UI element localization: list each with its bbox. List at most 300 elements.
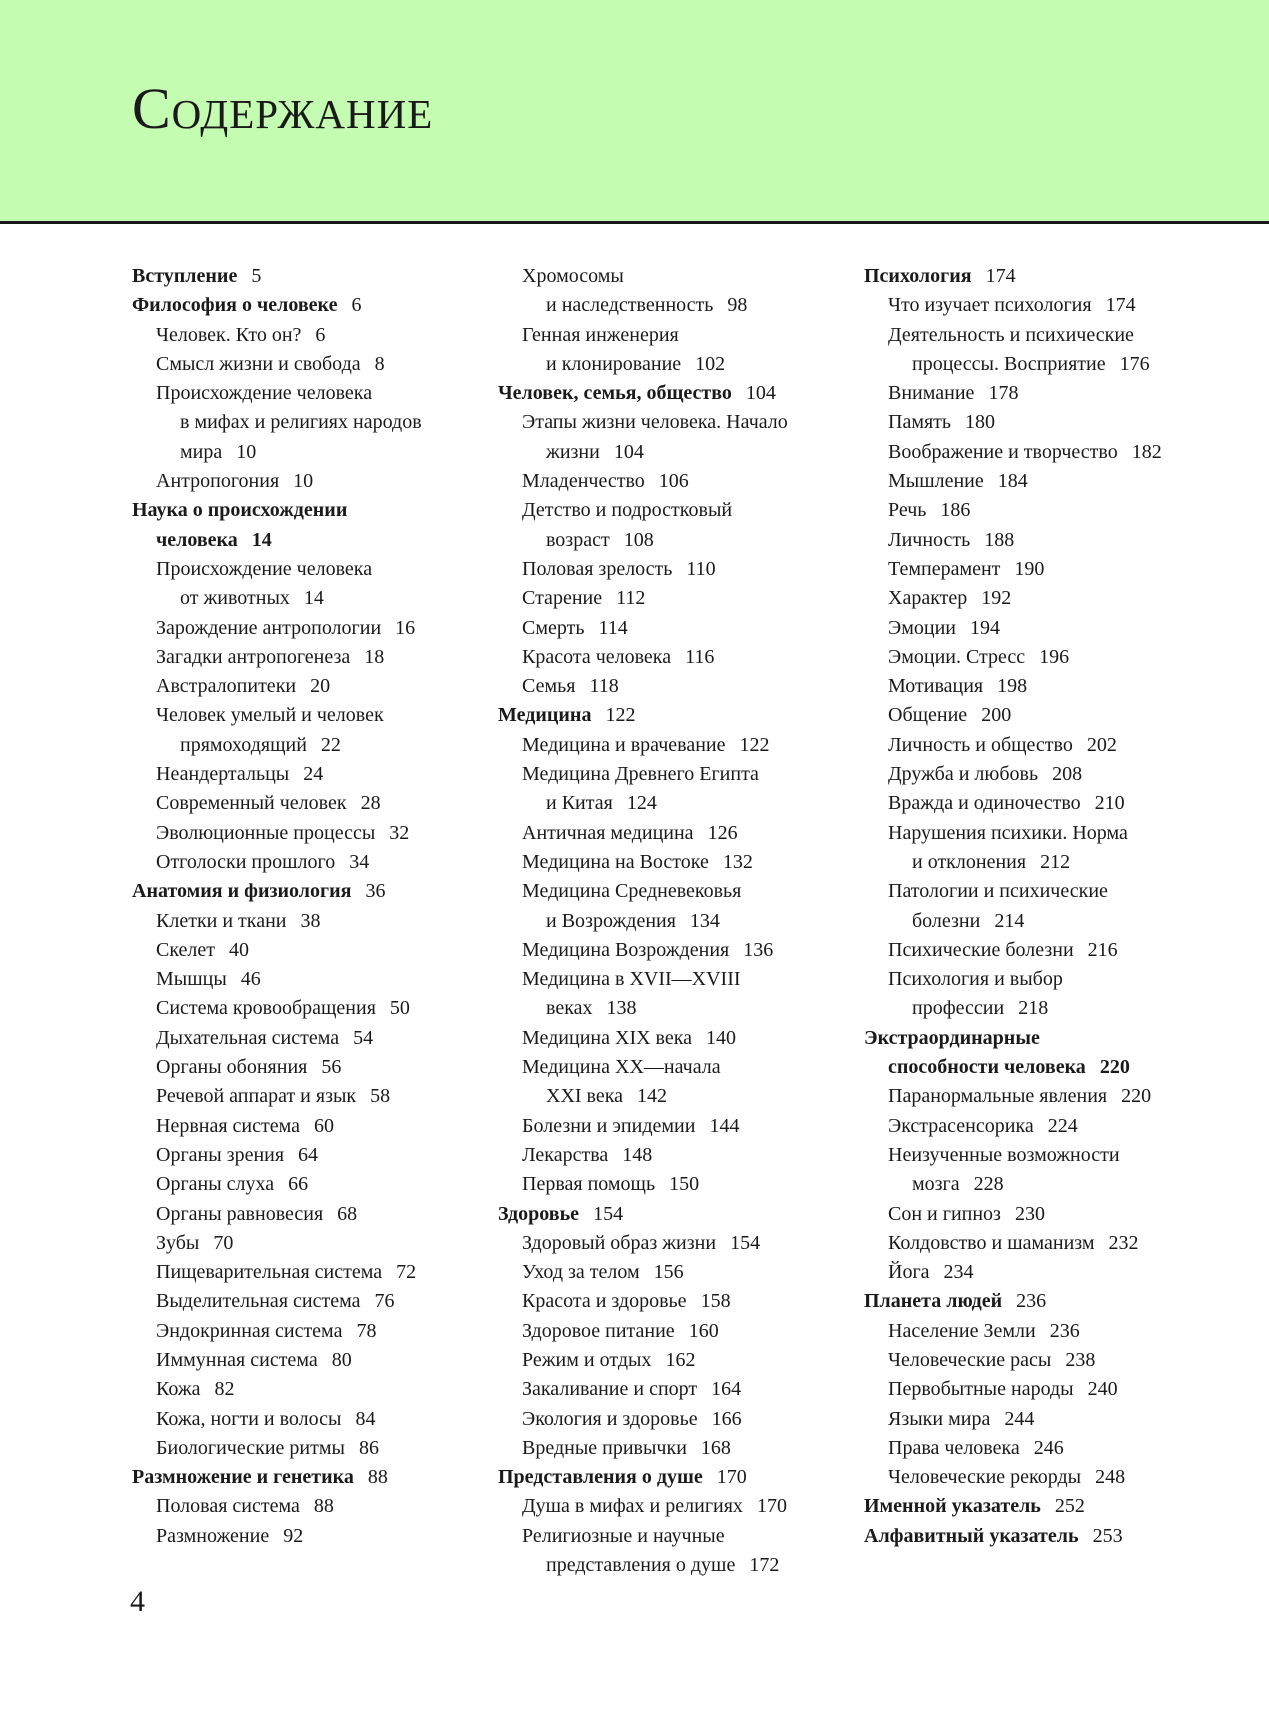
toc-page-number: 192 [981, 587, 1012, 610]
toc-entry-title: XXI века [546, 1085, 624, 1108]
toc-entry[interactable] [498, 1258, 888, 1287]
toc-section[interactable] [132, 877, 522, 906]
toc-entry-title: Выделительная система [156, 1290, 361, 1313]
toc-entry[interactable] [132, 1287, 522, 1316]
toc-entry[interactable] [498, 467, 888, 496]
toc-page-number: 198 [997, 675, 1028, 698]
toc-page-number: 82 [214, 1378, 235, 1401]
toc-section[interactable] [864, 1024, 1254, 1083]
toc-entry-title: Медицина [498, 704, 592, 727]
toc-entry[interactable] [498, 1492, 888, 1521]
toc-page-number: 174 [1105, 294, 1136, 317]
toc-entry[interactable] [864, 643, 1254, 672]
toc-entry[interactable] [864, 936, 1254, 965]
toc-entry-title: Антропогония [156, 470, 280, 493]
toc-entry[interactable] [864, 701, 1254, 730]
toc-page-number: 210 [1094, 792, 1125, 815]
toc-entry[interactable] [132, 1405, 522, 1434]
toc-entry[interactable] [864, 555, 1254, 584]
toc-entry[interactable] [498, 731, 888, 760]
toc-entry[interactable] [498, 496, 888, 555]
toc-entry-title: Права человека [888, 1436, 1020, 1459]
toc-column-3 [864, 262, 1254, 1551]
toc-entry-title: Население Земли [888, 1319, 1036, 1342]
toc-entry[interactable] [864, 496, 1254, 525]
toc-entry-title: и Китая [546, 792, 613, 815]
toc-page-number: 244 [1004, 1407, 1035, 1430]
toc-entry-title: Медицина Средневековья [522, 880, 742, 903]
toc-entry-title: мозга [912, 1173, 960, 1196]
toc-entry-title: Органы слуха [156, 1173, 275, 1196]
toc-entry-title: Лекарства [522, 1143, 609, 1166]
toc-entry-title: Красота человека [522, 645, 672, 668]
toc-page-number: 166 [711, 1407, 742, 1430]
toc-entry-title: Смерть [522, 616, 585, 639]
toc-entry-title: Человек умелый и человек [156, 704, 384, 727]
toc-entry[interactable] [864, 819, 1254, 878]
toc-page-number: 218 [1018, 997, 1049, 1020]
toc-entry[interactable] [864, 965, 1254, 1024]
toc-page-number: 182 [1131, 440, 1162, 463]
toc-entry[interactable] [498, 877, 888, 936]
toc-entry-title: Скелет [156, 938, 216, 961]
toc-entry[interactable] [498, 672, 888, 701]
toc-entry-title: Экология и здоровье [522, 1407, 698, 1430]
toc-page-number: 124 [626, 792, 657, 815]
toc-page-number: 36 [365, 880, 386, 903]
toc-entry-title: Хромосомы [522, 265, 624, 287]
toc-entry-title: Представления о душе [498, 1466, 703, 1489]
toc-entry[interactable] [864, 1405, 1254, 1434]
toc-entry[interactable] [132, 701, 522, 760]
toc-page-number: 232 [1108, 1231, 1139, 1254]
toc-page-number: 60 [314, 1114, 335, 1137]
toc-entry-title: и отклонения [912, 850, 1027, 873]
header-band [0, 0, 1269, 224]
toc-page-number: 154 [730, 1231, 761, 1254]
toc-entry[interactable] [864, 1200, 1254, 1229]
toc-entry-title: профессии [912, 997, 1005, 1020]
toc-entry[interactable] [498, 408, 888, 467]
toc-page-number: 54 [353, 1026, 374, 1049]
toc-entry-title: Медицина в XVII—XVIII [522, 968, 741, 991]
toc-entry-title: Психология [864, 265, 972, 287]
toc-page-number: 220 [1099, 1056, 1130, 1079]
toc-page-number: 78 [356, 1319, 377, 1342]
toc-page-number: 188 [984, 528, 1015, 551]
toc-entry[interactable] [132, 643, 522, 672]
toc-entry[interactable] [498, 614, 888, 643]
toc-page-number: 178 [988, 382, 1019, 405]
toc-entry-title: Эмоции. Стресс [888, 645, 1026, 668]
toc-entry[interactable] [132, 965, 522, 994]
toc-page-number: 160 [688, 1319, 719, 1342]
toc-page-number: 144 [709, 1114, 740, 1137]
toc-entry[interactable] [864, 321, 1254, 380]
toc-page-number: 126 [707, 821, 738, 844]
toc-entry-title: способности человека [888, 1056, 1086, 1079]
toc-entry[interactable] [864, 291, 1254, 320]
toc-entry[interactable] [498, 1229, 888, 1258]
toc-page-number: 32 [389, 821, 410, 844]
toc-entry[interactable] [132, 1229, 522, 1258]
toc-entry-title: Загадки антропогенеза [156, 645, 351, 668]
toc-entry-title: Младенчество [522, 470, 645, 493]
toc-entry-title: Медицина Возрождения [522, 938, 730, 961]
toc-entry-title: Вступление [132, 265, 238, 287]
toc-page-number: 34 [349, 850, 370, 873]
toc-entry-title: Память [888, 411, 952, 434]
toc-page-number: 56 [321, 1056, 342, 1079]
toc-page-number: 50 [389, 997, 410, 1020]
toc-entry-title: Религиозные и научные [522, 1524, 725, 1547]
toc-entry[interactable] [132, 1522, 522, 1551]
toc-entry[interactable] [132, 819, 522, 848]
toc-entry[interactable] [864, 408, 1254, 437]
toc-column-1 [132, 262, 522, 1551]
toc-entry-title: Что изучает психология [888, 294, 1092, 317]
toc-entry[interactable] [132, 1082, 522, 1111]
toc-entry[interactable] [498, 1287, 888, 1316]
toc-section[interactable] [132, 496, 522, 555]
toc-entry-title: Нервная система [156, 1114, 301, 1137]
toc-entry[interactable] [132, 1346, 522, 1375]
toc-entry[interactable] [498, 321, 888, 380]
toc-page-number: 118 [589, 675, 619, 698]
toc-section[interactable] [498, 701, 888, 730]
toc-entry-title: Органы зрения [156, 1143, 285, 1166]
toc-entry-title: Размножение [156, 1524, 270, 1547]
toc-entry-title: в мифах и религиях народов [180, 411, 422, 434]
toc-entry-title: Вредные привычки [522, 1436, 687, 1459]
toc-page-number: 132 [722, 850, 753, 873]
toc-entry[interactable] [498, 1112, 888, 1141]
toc-entry-title: Режим и отдых [522, 1348, 652, 1371]
toc-page-number: 114 [598, 616, 628, 639]
toc-entry[interactable] [498, 1405, 888, 1434]
toc-page-number: 246 [1033, 1436, 1064, 1459]
toc-page-number: 8 [374, 352, 385, 375]
toc-page-number: 180 [965, 411, 996, 434]
toc-entry[interactable] [132, 1141, 522, 1170]
toc-page-number: 5 [251, 265, 262, 287]
toc-section[interactable] [498, 1200, 888, 1229]
toc-entry-title: Экстрасенсорика [888, 1114, 1034, 1137]
toc-entry[interactable] [498, 848, 888, 877]
toc-entry-title: прямоходящий [180, 733, 307, 756]
toc-entry[interactable] [132, 1317, 522, 1346]
toc-page-number: 224 [1047, 1114, 1078, 1137]
toc-page-number: 84 [355, 1407, 376, 1430]
toc-entry-title: Органы равновесия [156, 1202, 324, 1225]
toc-page-number: 234 [943, 1261, 974, 1284]
toc-entry-title: Мышление [888, 470, 984, 493]
toc-entry-title: Планета людей [864, 1290, 1003, 1313]
toc-entry[interactable] [498, 555, 888, 584]
toc-page-number: 184 [997, 470, 1028, 493]
toc-page-number: 116 [685, 645, 715, 668]
toc-page-number: 14 [251, 528, 272, 551]
toc-page-number: 176 [1119, 352, 1150, 375]
toc-page-number: 14 [303, 587, 324, 610]
toc-entry[interactable] [864, 1317, 1254, 1346]
toc-section[interactable] [864, 262, 1254, 291]
toc-entry[interactable] [132, 614, 522, 643]
toc-entry-title: веках [546, 997, 593, 1020]
toc-entry[interactable] [498, 1024, 888, 1053]
toc-page-number: 200 [981, 704, 1012, 727]
toc-page-number: 28 [360, 792, 381, 815]
toc-entry[interactable] [498, 584, 888, 613]
toc-entry-title: Мышцы [156, 968, 227, 991]
toc-entry[interactable] [132, 1024, 522, 1053]
toc-page-number: 10 [293, 470, 314, 493]
toc-entry-title: Уход за телом [522, 1261, 640, 1284]
toc-entry[interactable] [498, 760, 888, 819]
toc-page-number: 76 [374, 1290, 395, 1313]
toc-entry[interactable] [498, 819, 888, 848]
toc-page-number: 253 [1092, 1524, 1123, 1547]
toc-entry[interactable] [132, 1200, 522, 1229]
toc-entry-title: Медицина на Востоке [522, 850, 709, 873]
toc-entry[interactable] [864, 467, 1254, 496]
toc-section[interactable] [132, 262, 522, 291]
toc-page-number: 138 [606, 997, 637, 1020]
toc-entry[interactable] [132, 467, 522, 496]
toc-page-number: 212 [1040, 850, 1071, 873]
toc-entry[interactable] [864, 584, 1254, 613]
toc-entry[interactable] [864, 760, 1254, 789]
toc-section[interactable] [864, 1287, 1254, 1316]
toc-page-number: 154 [593, 1202, 624, 1225]
toc-entry-title: процессы. Восприятие [912, 352, 1106, 375]
toc-entry[interactable] [132, 1170, 522, 1199]
toc-page-number: 174 [985, 265, 1016, 287]
toc-entry[interactable] [498, 1375, 888, 1404]
toc-page-number: 190 [1014, 557, 1045, 580]
toc-entry-title: Именной указатель [864, 1495, 1041, 1518]
toc-entry-title: болезни [912, 909, 981, 932]
toc-entry[interactable] [132, 848, 522, 877]
toc-entry[interactable] [498, 643, 888, 672]
toc-entry-title: Колдовство и шаманизм [888, 1231, 1095, 1254]
toc-entry[interactable] [132, 1375, 522, 1404]
toc-entry[interactable] [498, 1434, 888, 1463]
toc-page-number: 92 [283, 1524, 304, 1547]
toc-page-number: 106 [658, 470, 689, 493]
toc-entry[interactable] [132, 1053, 522, 1082]
toc-entry-title: Неандертальцы [156, 763, 290, 786]
toc-entry-title: Человеческие расы [888, 1348, 1052, 1371]
toc-entry-title: Здоровый образ жизни [522, 1231, 717, 1254]
toc-entry-title: Психология и выбор [888, 968, 1063, 991]
toc-page-number: 70 [213, 1231, 234, 1254]
toc-page-number: 58 [370, 1085, 391, 1108]
toc-page-number: 112 [616, 587, 646, 610]
toc-page-number: 172 [749, 1554, 780, 1577]
toc-entry-title: Эндокринная система [156, 1319, 343, 1342]
toc-entry[interactable] [864, 1112, 1254, 1141]
toc-section[interactable] [864, 1492, 1254, 1521]
toc-entry-title: жизни [546, 440, 600, 463]
toc-entry-title: Личность и общество [888, 733, 1073, 756]
toc-section[interactable] [498, 379, 888, 408]
toc-entry-title: Органы обоняния [156, 1056, 308, 1079]
toc-entry-title: Йога [888, 1261, 930, 1284]
toc-entry[interactable] [864, 1346, 1254, 1375]
toc-page-number: 64 [298, 1143, 319, 1166]
toc-entry-title: Человек. Кто он? [156, 323, 302, 346]
toc-entry-title: Экстраординарные [864, 1026, 1040, 1049]
toc-page-number: 150 [669, 1173, 700, 1196]
toc-page-number: 6 [351, 294, 362, 317]
toc-column-2 [498, 262, 888, 1580]
toc-entry-title: Воображение и творчество [888, 440, 1118, 463]
toc-page-number: 122 [739, 733, 770, 756]
toc-entry[interactable] [498, 936, 888, 965]
toc-entry[interactable] [132, 321, 522, 350]
toc-entry-title: Кожа, ногти и волосы [156, 1407, 342, 1430]
toc-entry[interactable] [132, 907, 522, 936]
toc-entry[interactable] [864, 379, 1254, 408]
toc-entry[interactable] [864, 438, 1254, 467]
toc-entry[interactable] [132, 936, 522, 965]
toc-entry-title: Иммунная система [156, 1348, 318, 1371]
toc-section[interactable] [132, 1463, 522, 1492]
toc-page-number: 162 [665, 1348, 696, 1371]
toc-entry[interactable] [864, 1229, 1254, 1258]
toc-entry-title: Речь [888, 499, 927, 522]
toc-entry[interactable] [864, 1375, 1254, 1404]
toc-entry-title: возраст [546, 528, 610, 551]
toc-entry[interactable] [864, 877, 1254, 936]
toc-entry-title: Психические болезни [888, 938, 1074, 961]
toc-entry[interactable] [498, 1346, 888, 1375]
toc-page-number: 68 [337, 1202, 358, 1225]
toc-page-number: 24 [303, 763, 324, 786]
toc-entry[interactable] [132, 379, 522, 467]
toc-entry-title: Здоровое питание [522, 1319, 675, 1342]
toc-entry[interactable] [498, 1141, 888, 1170]
toc-entry-title: Происхождение человека [156, 382, 373, 405]
toc-entry-title: Медицина XX—начала [522, 1056, 721, 1079]
toc-entry-title: и клонирование [546, 352, 682, 375]
toc-page-number: 214 [994, 909, 1025, 932]
toc-page-number: 66 [288, 1173, 309, 1196]
toc-page-number: 80 [331, 1348, 352, 1371]
toc-entry-title: Современный человек [156, 792, 347, 815]
toc-entry[interactable] [132, 994, 522, 1023]
toc-entry[interactable] [132, 672, 522, 701]
page-number: 4 [130, 1585, 145, 1618]
toc-entry[interactable] [498, 1170, 888, 1199]
toc-entry-title: Человек, семья, общество [498, 382, 732, 405]
toc-entry[interactable] [864, 1141, 1254, 1200]
toc-entry[interactable] [864, 526, 1254, 555]
toc-entry-title: Нарушения психики. Норма [888, 821, 1128, 844]
toc-entry[interactable] [864, 1434, 1254, 1463]
toc-entry[interactable] [864, 789, 1254, 818]
toc-entry-title: Болезни и эпидемии [522, 1114, 696, 1137]
toc-page-number: 240 [1087, 1378, 1118, 1401]
toc-entry-title: Система кровообращения [156, 997, 376, 1020]
toc-entry-title: и наследственность [546, 294, 714, 317]
toc-page-number: 40 [229, 938, 250, 961]
toc-entry[interactable] [864, 731, 1254, 760]
toc-entry[interactable] [132, 1112, 522, 1141]
toc-entry[interactable] [132, 1492, 522, 1521]
toc-section[interactable] [864, 1522, 1254, 1551]
toc-entry-title: Размножение и генетика [132, 1466, 354, 1489]
toc-page-number: 104 [745, 382, 776, 405]
toc-entry[interactable] [498, 1053, 888, 1112]
toc-entry-title: Половая система [156, 1495, 300, 1518]
toc-entry-title: Философия о человеке [132, 294, 338, 317]
toc-page-number: 196 [1039, 645, 1070, 668]
toc-entry-title: Речевой аппарат и язык [156, 1085, 357, 1108]
toc-entry-title: Семья [522, 675, 576, 698]
toc-page-number: 202 [1086, 733, 1117, 756]
toc-entry-title: Медицина Древнего Египта [522, 763, 759, 786]
toc-entry-title: Общение [888, 704, 968, 727]
toc-entry-title: Деятельность и психические [888, 323, 1134, 346]
toc-entry[interactable] [864, 672, 1254, 701]
toc-entry[interactable] [864, 1082, 1254, 1111]
toc-entry[interactable] [132, 789, 522, 818]
toc-entry[interactable] [864, 1258, 1254, 1287]
toc-entry[interactable] [132, 1258, 522, 1287]
toc-page-number: 158 [700, 1290, 731, 1313]
toc-entry[interactable] [498, 965, 888, 1024]
toc-entry-title: Вражда и одиночество [888, 792, 1081, 815]
toc-entry-title: Дыхательная система [156, 1026, 340, 1049]
toc-page-number: 164 [711, 1378, 742, 1401]
toc-page-number: 102 [695, 352, 726, 375]
toc-entry[interactable] [498, 1317, 888, 1346]
toc-page-number: 140 [706, 1026, 737, 1049]
toc-section[interactable] [498, 1463, 888, 1492]
toc-entry-title: Личность [888, 528, 971, 551]
toc-page-number: 10 [236, 440, 257, 463]
toc-page-number: 88 [313, 1495, 334, 1518]
toc-entry-title: Мотивация [888, 675, 984, 698]
toc-entry[interactable] [864, 614, 1254, 643]
toc-page-number: 148 [622, 1143, 653, 1166]
toc-entry-title: Анатомия и физиология [132, 880, 352, 903]
toc-entry-title: Красота и здоровье [522, 1290, 687, 1313]
toc-page-number: 110 [686, 557, 716, 580]
toc-entry[interactable] [132, 350, 522, 379]
toc-entry[interactable] [132, 1434, 522, 1463]
toc-page-number: 88 [367, 1466, 388, 1489]
toc-entry-title: Зубы [156, 1231, 200, 1254]
toc-entry-title: Генная инженерия [522, 323, 679, 346]
toc-entry[interactable] [132, 760, 522, 789]
toc-entry[interactable] [864, 1463, 1254, 1492]
toc-entry[interactable] [132, 555, 522, 614]
toc-entry-title: Смысл жизни и свобода [156, 352, 361, 375]
toc-page-number: 238 [1065, 1348, 1096, 1371]
toc-page-number: 186 [940, 499, 971, 522]
toc-entry-title: Здоровье [498, 1202, 580, 1225]
toc-entry[interactable] [498, 1522, 888, 1581]
toc-entry-title: Клетки и ткани [156, 909, 287, 932]
toc-entry-title: Паранормальные явления [888, 1085, 1108, 1108]
toc-section[interactable] [132, 291, 522, 320]
toc-page-number: 236 [1049, 1319, 1080, 1342]
toc-entry-title: Алфавитный указатель [864, 1524, 1079, 1547]
toc-entry[interactable] [498, 262, 888, 321]
